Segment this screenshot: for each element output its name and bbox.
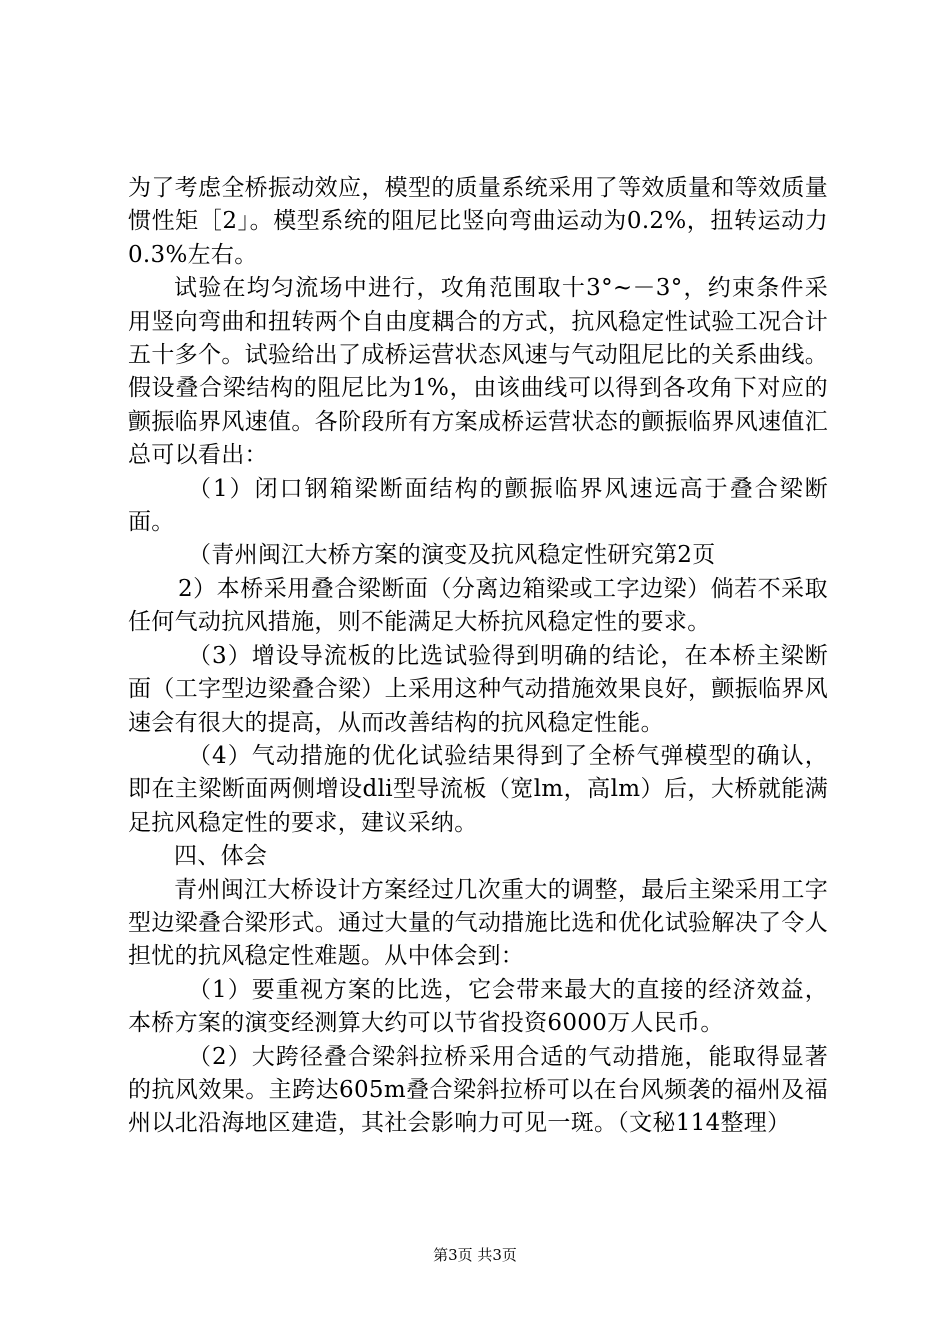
section-heading-reflections: 四、体会: [174, 843, 268, 870]
paragraph-conclusion-3: （3）增设导流板的比选试验得到明确的结论，在本桥主梁断面（工字型边梁叠合梁）上采用这种气动措施效果良好，颤振临界风速会有很大的提高，从而改善结构的抗风稳定性能。: [128, 642, 828, 736]
paragraph-reflection-2: （2）大跨径叠合梁斜拉桥采用合适的气动措施，能取得显著的抗风效果。主跨达605m叠合梁斜拉桥可以在台风频袭的福州及福州以北沿海地区建造，其社会影响力可见一斑。（文秘114整理）: [128, 1043, 828, 1137]
paragraph-reflection-1: （1）要重视方案的比选，它会带来最大的直接的经济效益，本桥方案的演变经测算大约可以节省投资6000万人民币。: [128, 976, 828, 1037]
paragraph-conclusion-1: （1）闭口钢箱梁断面结构的颤振临界风速远高于叠合梁断面。: [128, 475, 828, 536]
paragraph-conclusion-4: （4）气动措施的优化试验结果得到了全桥气弹模型的确认，即在主梁断面两侧增设dli型导流板（宽lm，高lm）后，大桥就能满足抗风稳定性的要求，建议采纳。: [128, 742, 828, 836]
document-body: [128, 172, 828, 1141]
page-number: 第3页 共3页: [433, 1246, 517, 1264]
paragraph-running-header: （青州闽江大桥方案的演变及抗风稳定性研究第2页: [188, 542, 716, 569]
paragraph-reflections-intro: 青州闽江大桥设计方案经过几次重大的调整，最后主梁采用工字型边梁叠合梁形式。通过大量的气动措施比选和优化试验解决了令人担忧的抗风稳定性难题。从中体会到：: [128, 876, 828, 970]
paragraph-conclusion-2: 2）本桥采用叠合梁断面（分离边箱梁或工字边梁）倘若不采取任何气动抗风措施，则不能满足大桥抗风稳定性的要求。: [128, 575, 828, 636]
page-footer: [0, 1245, 950, 1265]
paragraph-model-mass-system: 为了考虑全桥振动效应，模型的质量系统采用了等效质量和等效质量惯性矩［2」。模型系统的阻尼比竖向弯曲运动为0.2%，扭转运动力0.3%左右。: [128, 175, 828, 268]
paragraph-test-conditions: 试验在均匀流场中进行，攻角范围取十3°~－3°，约束条件采用竖向弯曲和扭转两个自由度耦合的方式，抗风稳定性试验工况合计五十多个。试验给出了成桥运营状态风速与气动阻尼比的关系曲线。假设叠合梁结构的阻尼比为1%，由该曲线可以得到各攻角下对应的颤振临界风速值。各阶段所有方案成桥运营状态的颤振临界风速值汇总可以看出：: [128, 275, 828, 469]
